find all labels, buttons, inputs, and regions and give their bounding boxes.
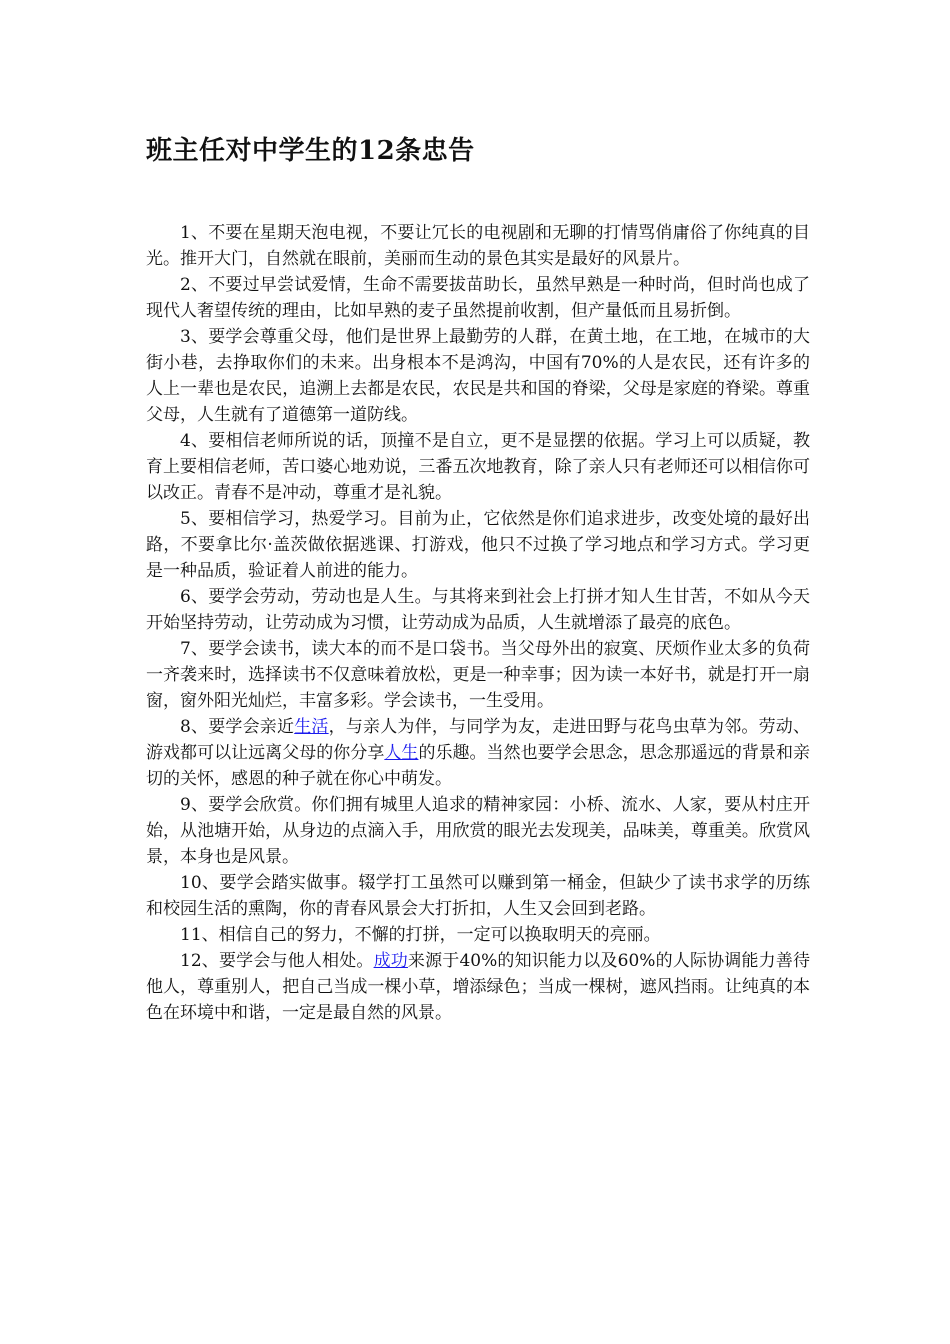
paragraph-3 bbox=[146, 324, 810, 428]
paragraph-5 bbox=[146, 506, 810, 584]
paragraph-text: 5、要相信学习，热爱学习。目前为止，它依然是你们追求进步，改变处境的最好出路，不要拿比尔·盖茨做依据逃课、打游戏，他只不过换了学习地点和学习方式。学习更是一种品质，验证着人前进的能力。 bbox=[146, 509, 810, 581]
paragraph-12 bbox=[146, 948, 810, 1026]
paragraph-text: 3、要学会尊重父母，他们是世界上最勤劳的人群，在黄土地，在工地，在城市的大街小巷，去挣取你们的未来。出身根本不是鸿沟，中国有70%的人是农民，还有许多的人上一辈也是农民，追溯上去都是农民，农民是共和国的脊梁，父母是家庭的脊梁。尊重父母，人生就有了道德第一道防线。 bbox=[146, 327, 810, 425]
paragraph-text: 9、要学会欣赏。你们拥有城里人追求的精神家园：小桥、流水、人家，要从村庄开始，从池塘开始，从身边的点滴入手，用欣赏的眼光去发现美，品味美，尊重美。欣赏风景，本身也是风景。 bbox=[146, 795, 810, 867]
paragraph-7 bbox=[146, 636, 810, 714]
paragraph-8 bbox=[146, 714, 810, 792]
paragraph-text: 11、相信自己的努力，不懈的打拼，一定可以换取明天的亮丽。 bbox=[180, 925, 661, 945]
paragraph-text: 8、要学会亲近 bbox=[180, 717, 295, 737]
paragraph-2 bbox=[146, 272, 810, 324]
paragraph-10 bbox=[146, 870, 810, 922]
paragraph-text: 7、要学会读书，读大本的而不是口袋书。当父母外出的寂寞、厌烦作业太多的负荷一齐袭来时，选择读书不仅意味着放松，更是一种幸事；因为读一本好书，就是打开一扇窗，窗外阳光灿烂，丰富多彩。学会读书，一生受用。 bbox=[146, 639, 810, 711]
paragraph-6 bbox=[146, 584, 810, 636]
paragraph-text: ，与亲人为伴，与同学为友，走进田野与花鸟虫草为邻。劳动、游戏都可以让远离父母的你分享 bbox=[146, 717, 811, 763]
paragraph-4 bbox=[146, 428, 810, 506]
paragraph-text: 来源于40%的知识能力以及60%的人际协调能力善待他人，尊重别人，把自己当成一棵小草，增添绿色；当成一棵树，遮风挡雨。让纯真的本色在环境中和谐，一定是最自然的风景。 bbox=[146, 951, 810, 1023]
paragraph-text: 4、要相信老师所说的话，顶撞不是自立，更不是显摆的依据。学习上可以质疑，教育上要相信老师，苦口婆心地劝说，三番五次地教育，除了亲人只有老师还可以相信你可以改正。青春不是冲动，尊重才是礼貌。 bbox=[146, 431, 810, 503]
paragraph-11 bbox=[146, 922, 810, 948]
paragraph-text: 10、要学会踏实做事。辍学打工虽然可以赚到第一桶金，但缺少了读书求学的历练和校园生活的熏陶，你的青春风景会大打折扣，人生又会回到老路。 bbox=[146, 873, 810, 919]
inline-link[interactable]: 成功 bbox=[373, 951, 408, 971]
inline-link[interactable]: 人生 bbox=[384, 743, 419, 763]
paragraph-9 bbox=[146, 792, 810, 870]
paragraph-text: 12、要学会与他人相处。 bbox=[180, 951, 374, 971]
paragraph-text: 2、不要过早尝试爱情，生命不需要拔苗助长，虽然早熟是一种时尚，但时尚也成了现代人奢望传统的理由，比如早熟的麦子虽然提前收割，但产量低而且易折倒。 bbox=[146, 275, 810, 321]
paragraph-text: 的乐趣。当然也要学会思念，思念那遥远的背景和亲切的关怀，感恩的种子就在你心中萌发。 bbox=[146, 743, 811, 789]
paragraph-1 bbox=[146, 220, 810, 272]
inline-link[interactable]: 生活 bbox=[294, 717, 329, 737]
document-body bbox=[146, 220, 810, 1026]
paragraph-text: 6、要学会劳动，劳动也是人生。与其将来到社会上打拼才知人生甘苦，不如从今天开始坚持劳动，让劳动成为习惯，让劳动成为品质，人生就增添了最亮的底色。 bbox=[146, 587, 810, 633]
document-title: 班主任对中学生的12条忠告 bbox=[146, 136, 475, 166]
paragraph-text: 1、不要在星期天泡电视，不要让冗长的电视剧和无聊的打情骂俏庸俗了你纯真的目光。推开大门，自然就在眼前，美丽而生动的景色其实是最好的风景片。 bbox=[146, 223, 810, 269]
